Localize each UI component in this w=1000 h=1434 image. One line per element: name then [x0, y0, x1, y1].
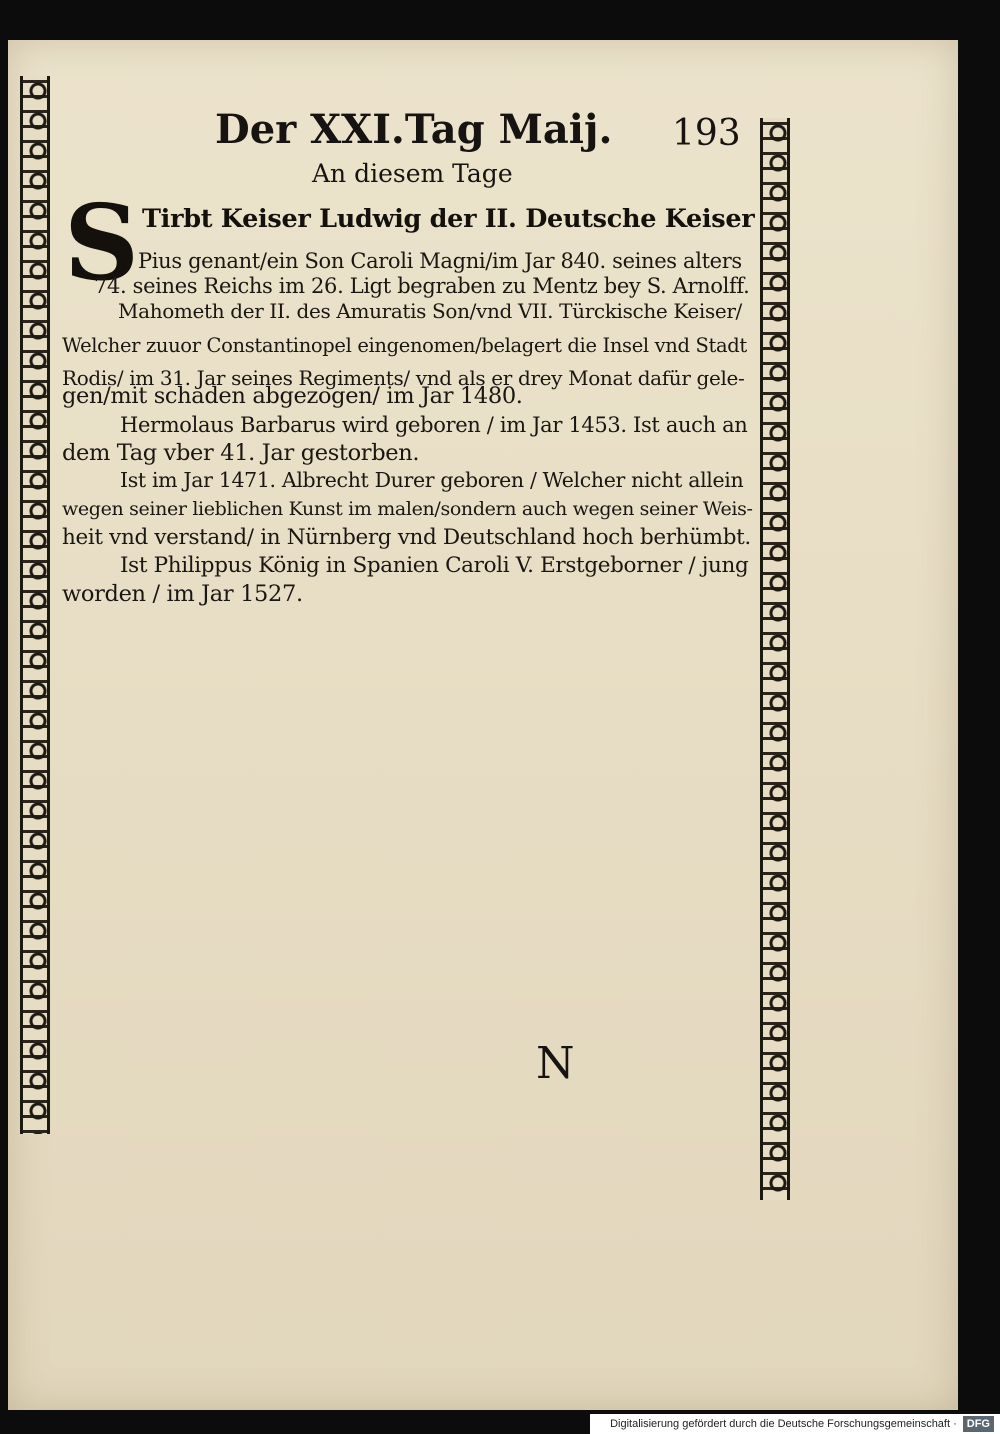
text-line: heit vnd verstand/ in Nürnberg vnd Deutschland hoch berhümbt.: [62, 525, 751, 550]
text-line: wegen seiner lieblichen Kunst im malen/sondern auch wegen seiner Weis-: [62, 498, 753, 520]
catchword: N: [536, 1038, 575, 1089]
dfg-logo-icon: DFG: [963, 1416, 994, 1432]
text-line: worden / im Jar 1527.: [62, 581, 303, 607]
page-number: 193: [672, 113, 741, 154]
text-line: Rodis/ im 31. Jar seines Regiments/ vnd als er drey Monat dafür gele-: [62, 366, 745, 390]
text-line: Ist im Jar 1471. Albrecht Durer geboren / Welcher nicht allein: [120, 468, 744, 492]
text-line: gen/mit schaden abgezogen/ im Jar 1480.: [62, 383, 523, 409]
text-line: 74. seines Reichs im 26. Ligt begraben zu Mentz bey S. Arnolff.: [94, 274, 750, 298]
text-line: Mahometh der II. des Amuratis Son/vnd VII. Türckische Keiser/: [118, 299, 742, 323]
section-subheading: An diesem Tage: [312, 159, 513, 188]
dropcap-initial: S: [64, 181, 140, 304]
ornamental-border-left: [20, 76, 50, 1134]
footer-credit: Digitalisierung gefördert durch die Deutsche Forschungsgemeinschaft ·: [610, 1418, 957, 1430]
footer-bar: [590, 1414, 1000, 1434]
page-header-title: Der XXI.Tag Maij.: [215, 106, 613, 153]
ornamental-border-right: [760, 118, 790, 1200]
text-line: Hermolaus Barbarus wird geboren / im Jar 1453. Ist auch an: [120, 413, 748, 437]
text-line: Welcher zuuor Constantinopel eingenomen/belagert die Insel vnd Stadt: [62, 334, 747, 357]
text-line: dem Tag vber 41. Jar gestorben.: [62, 440, 420, 466]
first-text-line: Tirbt Keiser Ludwig der II. Deutsche Keiser: [142, 204, 755, 234]
text-line: Pius genant/ein Son Caroli Magni/im Jar 840. seines alters: [138, 249, 742, 273]
text-line: Ist Philippus König in Spanien Caroli V. Erstgeborner / jung: [120, 553, 749, 578]
